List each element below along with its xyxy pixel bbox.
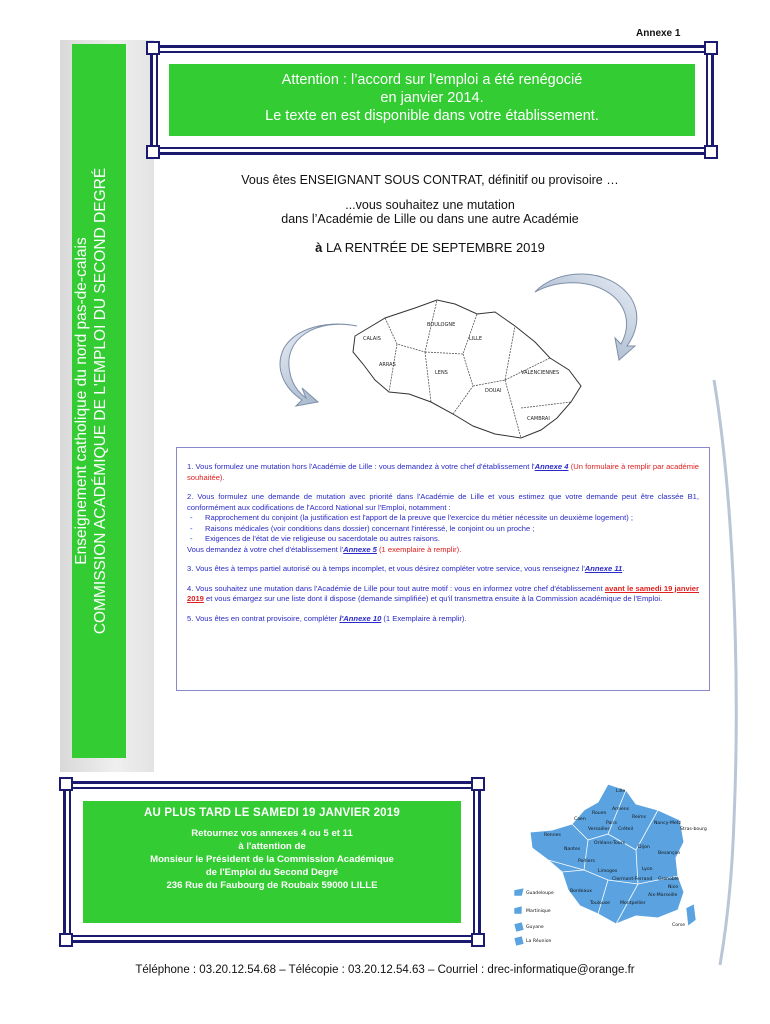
frame-corner-ornament: [704, 41, 718, 55]
sidebar-line-1: Enseignement catholique du nord pas-de-calais: [73, 237, 90, 565]
frame-corner-ornament: [146, 145, 160, 159]
attention-line-3: Le texte en est disponible dans votre établissement.: [265, 108, 599, 124]
list-item: - Exigences de l'état de vie religieuse ou sacerdotale ou autres raisons.: [205, 534, 699, 545]
svg-text:LILLE: LILLE: [469, 336, 482, 342]
deadline-line-1: Retournez vos annexes 4 ou 5 et 11: [191, 828, 353, 839]
annexe-label: Annexe 1: [636, 28, 681, 39]
deadline-box: [63, 781, 481, 943]
deadline-panel: [83, 801, 461, 923]
map-label-corse: Corse: [672, 923, 686, 928]
instruction-4: [187, 584, 699, 605]
map-label-rouen: Rouen: [592, 811, 607, 816]
instruction-2-text: 2. Vous formulez une demande de mutation avec priorité dans l'Académie de Lille et vous estimez que votre demande peut être classée B1, conformément aux codifications de l'Accord National sur l'Emploi, notamment :: [187, 492, 699, 512]
instruction-3-text: 3. Vous êtes à temps partiel autorisé ou à temps incomplet, et vous désirez compléter votre service, vous renseignez l': [187, 564, 585, 573]
frame-corner-ornament: [146, 41, 160, 55]
instruction-5-text: 5. Vous êtes en contrat provisoire, compléter: [187, 613, 340, 623]
instruction-1-text: 1. Vous formulez une mutation hors l'Académie de Lille : vous demandez à votre chef d'établissement l': [187, 462, 535, 471]
frame-corner-ornament: [471, 933, 485, 947]
instruction-2-note: (1 exemplaire à remplir).: [376, 544, 462, 554]
frame-corner-ornament: [59, 933, 73, 947]
svg-text:CAMBRAI: CAMBRAI: [527, 416, 550, 422]
map-label-strasbourg: Stras-bourg: [680, 827, 707, 832]
svg-text:VALENCIENNES: VALENCIENNES: [521, 370, 560, 376]
svg-text:BOULOGNE: BOULOGNE: [427, 322, 456, 328]
map-label-toulouse: Toulouse: [590, 901, 610, 906]
map-label-amiens: Amiens: [612, 807, 630, 812]
frame-corner-ornament: [704, 145, 718, 159]
curved-connector-icon: [704, 300, 744, 970]
map-label-guyane: Guyane: [526, 925, 544, 930]
instruction-4-text-end: et vous émargez sur une liste dont il dispose (demande simplifiée) et qu'il transmettra ensuite à la Commission académique de l'Emploi.: [203, 594, 663, 603]
svg-text:CALAIS: CALAIS: [363, 336, 381, 342]
headline-line-1: Vous êtes ENSEIGNANT SOUS CONTRAT, définitif ou provisoire …: [241, 173, 619, 187]
map-label-aix-marseille: Aix-Marseille: [648, 893, 678, 898]
instruction-3-end: .: [622, 564, 625, 573]
map-label-nancy-metz: Nancy-Metz: [654, 821, 681, 826]
map-label-poitiers: Poitiers: [578, 859, 595, 864]
map-label-creteil: Créteil: [618, 827, 634, 832]
instruction-5: [187, 614, 699, 625]
map-label-grenoble: Grenoble: [658, 877, 679, 882]
france-academies-map: [508, 780, 707, 950]
deadline-line-4: de l'Emploi du Second Degré: [205, 867, 339, 878]
deadline-date: avant le samedi 19 janvier 2019: [187, 583, 699, 603]
instruction-2-end-text: Vous demandez à votre chef d'établissement l': [187, 544, 344, 554]
list-item: - Rapprochement du conjoint (la justification est l'apport de la preuve que l'exercice du métier nécessite un deuxième logement) ;: [205, 513, 699, 524]
map-label-clermont-ferrand: Clermont-Ferrand: [612, 877, 653, 882]
map-label-caen: Caen: [574, 817, 586, 822]
footer-contact: Téléphone : 03.20.12.54.68 – Télécopie : 03.20.12.54.63 – Courriel : drec-informatique@orange.fr: [135, 964, 635, 976]
map-label-martinique: Martinique: [526, 909, 551, 914]
instruction-5-text-end: (1 Exemplaire à remplir).: [381, 613, 467, 623]
map-label-orleans-tours: Orléans-Tours: [594, 841, 625, 846]
deadline-line-3: Monsieur le Président de la Commission Académique: [150, 854, 394, 865]
map-label-bordeaux: Bordeaux: [570, 889, 592, 894]
nord-pas-de-calais-map: [345, 296, 585, 441]
deadline-line-5: 236 Rue du Faubourg de Roubaix 59000 LILLE: [166, 880, 378, 891]
map-label-besancon: Besançon: [658, 851, 681, 856]
map-label-lyon: Lyon: [642, 867, 653, 872]
annexe-10-link[interactable]: l'Annexe 10: [339, 613, 382, 623]
list-item: - Raisons médicales (voir conditions dans dossier) concernant l'intéressé, le conjoint ou un proche ;: [205, 524, 699, 535]
map-label-lille: Lille: [616, 789, 626, 794]
headline-rentree: LA RENTRÉE DE SEPTEMBRE 2019: [322, 240, 545, 255]
map-label-dijon: Dijon: [638, 845, 650, 850]
headline-a: à: [315, 240, 323, 255]
map-label-nantes: Nantes: [564, 847, 581, 852]
sidebar-line-2: COMMISSION ACADÉMIQUE DE L'EMPLOI DU SECOND DEGRÉ: [92, 167, 109, 635]
annexe-11-link[interactable]: Annexe 11: [584, 564, 623, 573]
map-label-versailles: Versailles: [588, 827, 610, 832]
headline-line-2: ...vous souhaitez une mutation: [345, 198, 515, 212]
annexe-5-link[interactable]: Annexe 5: [343, 544, 377, 554]
instruction-2-end: [187, 545, 699, 556]
svg-text:DOUAI: DOUAI: [485, 388, 502, 394]
svg-text:LENS: LENS: [435, 370, 448, 376]
svg-text:ARRAS: ARRAS: [379, 362, 396, 368]
attention-line-1: Attention : l’accord sur l’emploi a été renégocié: [281, 72, 583, 88]
instruction-1-note: (Un formulaire à remplir par académie souhaitée).: [187, 462, 700, 482]
deadline-line-2: à l'attention de: [238, 841, 306, 852]
map-label-guadeloupe: Guadeloupe: [526, 891, 554, 896]
instruction-4-text: 4. Vous souhaitez une mutation dans l'Académie de Lille pour tout autre motif : vous en informez votre chef d'établissement: [187, 583, 605, 593]
headline-line-4: [160, 240, 700, 255]
headline-line-3: dans l’Académie de Lille ou dans une autre Académie: [281, 212, 579, 226]
attention-panel: [169, 64, 695, 136]
deadline-title: AU PLUS TARD LE SAMEDI 19 JANVIER 2019: [144, 807, 400, 819]
instructions-box: [176, 447, 710, 691]
map-label-limoges: Limoges: [598, 869, 618, 874]
sidebar-title: [72, 81, 126, 721]
attention-line-2: en janvier 2014.: [380, 90, 484, 106]
frame-corner-ornament: [59, 777, 73, 791]
instruction-2: [187, 492, 699, 513]
map-label-la-reunion: La Réunion: [526, 939, 552, 944]
annexe-4-link[interactable]: Annexe 4: [534, 462, 569, 471]
map-label-nice: Nice: [668, 885, 679, 890]
map-label-paris: Paris: [606, 821, 617, 826]
map-label-rennes: Rennes: [544, 833, 561, 838]
map-label-montpellier: Montpellier: [620, 901, 646, 906]
instruction-3: [187, 564, 699, 575]
map-label-reims: Reims: [632, 815, 646, 820]
attention-box: [150, 45, 714, 155]
instruction-1: [187, 462, 699, 483]
instruction-2-list: [187, 513, 699, 545]
frame-corner-ornament: [471, 777, 485, 791]
